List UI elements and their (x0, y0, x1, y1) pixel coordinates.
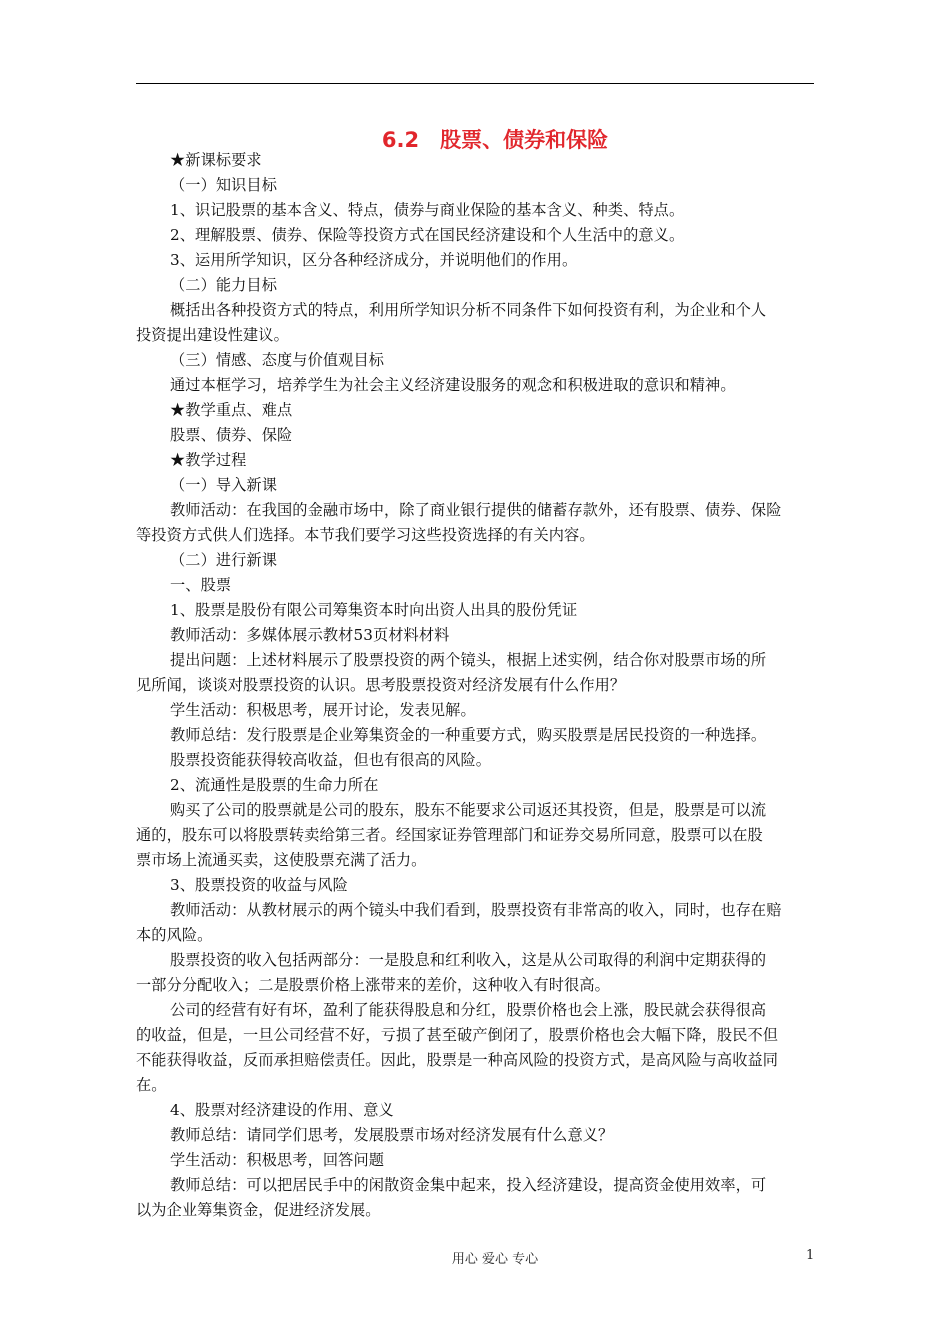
text-line: 3、股票投资的收益与风险 (170, 876, 348, 894)
text-line: 一部分分配收入；二是股票价格上涨带来的差价，这种收入有时很高。 (136, 976, 610, 994)
text-line: 的收益，但是，一旦公司经营不好，亏损了甚至破产倒闭了，股票价格也会大幅下降，股民不但 (136, 1026, 779, 1044)
text-line: （一）导入新课 (170, 476, 278, 494)
text-line: ★教学重点、难点 (170, 401, 293, 419)
text-line: 见所闻，谈谈对股票投资的认识。思考股票投资对经济发展有什么作用？ (136, 676, 626, 694)
text-line: 股票投资的收入包括两部分：一是股息和红利收入，这是从公司取得的利润中定期获得的 (170, 951, 767, 969)
text-line: （一）知识目标 (170, 176, 278, 194)
text-line: 股票投资能获得较高收益，但也有很高的风险。 (170, 751, 492, 769)
text-line: （二）能力目标 (170, 276, 278, 294)
footer-slogan: 用心 爱心 专心 (451, 1252, 539, 1267)
text-line: 通过本框学习，培养学生为社会主义经济建设服务的观念和积极进取的意识和精神。 (170, 376, 736, 394)
text-line: 4、股票对经济建设的作用、意义 (170, 1101, 394, 1119)
text-line: 3、运用所学知识，区分各种经济成分，并说明他们的作用。 (170, 251, 578, 269)
text-line: 教师总结：可以把居民手中的闲散资金集中起来，投入经济建设，提高资金使用效率，可 (170, 1176, 767, 1194)
text-line: 投资提出建设性建议。 (136, 326, 289, 344)
page-number: 1 (806, 1248, 815, 1263)
text-line: （二）进行新课 (170, 551, 278, 569)
text-line: 2、流通性是股票的生命力所在 (170, 776, 379, 794)
text-line: 1、股票是股份有限公司筹集资本时向出资人出具的股份凭证 (170, 601, 578, 619)
header-rule (136, 83, 814, 84)
text-line: 2、理解股票、债券、保险等投资方式在国民经济建设和个人生活中的意义。 (170, 226, 685, 244)
text-line: 等投资方式供人们选择。本节我们要学习这些投资选择的有关内容。 (136, 526, 595, 544)
text-line: 以为企业筹集资金，促进经济发展。 (136, 1201, 381, 1219)
text-line: 概括出各种投资方式的特点，利用所学知识分析不同条件下如何投资有利，为企业和个人 (170, 301, 767, 319)
text-line: 股票、债券、保险 (170, 426, 293, 444)
text-line: 票市场上流通买卖，这使股票充满了活力。 (136, 851, 427, 869)
text-line: 教师总结：发行股票是企业筹集资金的一种重要方式，购买股票是居民投资的一种选择。 (170, 726, 767, 744)
text-line: 教师活动：从教材展示的两个镜头中我们看到，股票投资有非常高的收入，同时，也存在赔 (170, 901, 782, 919)
text-line: 教师活动：多媒体展示教材53页材料材料 (170, 626, 450, 644)
document-body (136, 148, 814, 1223)
text-line: 通的，股东可以将股票转卖给第三者。经国家证券管理部门和证券交易所同意，股票可以在股 (136, 826, 763, 844)
text-line: 学生活动：积极思考，展开讨论，发表见解。 (170, 701, 476, 719)
text-line: 公司的经营有好有坏，盈利了能获得股息和分红，股票价格也会上涨，股民就会获得很高 (170, 1001, 767, 1019)
text-line: 教师总结：请同学们思考，发展股票市场对经济发展有什么意义？ (170, 1126, 614, 1144)
text-line: ★新课标要求 (170, 151, 262, 169)
text-line: 提出问题：上述材料展示了股票投资的两个镜头，根据上述实例，结合你对股票市场的所 (170, 651, 767, 669)
text-line: 购买了公司的股票就是公司的股东，股东不能要求公司返还其投资，但是，股票是可以流 (170, 801, 767, 819)
text-line: 本的风险。 (136, 926, 213, 944)
text-line: 在。 (136, 1076, 167, 1094)
text-line: ★教学过程 (170, 451, 247, 469)
text-line: 1、识记股票的基本含义、特点，债券与商业保险的基本含义、种类、特点。 (170, 201, 685, 219)
document-title: 6.2 股票、债券和保险 (381, 128, 609, 152)
text-line: 学生活动：积极思考，回答问题 (170, 1151, 385, 1169)
text-line: 一、股票 (170, 576, 232, 594)
text-line: 教师活动：在我国的金融市场中，除了商业银行提供的储蓄存款外，还有股票、债券、保险 (170, 501, 782, 519)
text-line: 不能获得收益，反而承担赔偿责任。因此，股票是一种高风险的投资方式，是高风险与高收益同 (136, 1051, 779, 1069)
text-line: （三）情感、态度与价值观目标 (170, 351, 385, 369)
